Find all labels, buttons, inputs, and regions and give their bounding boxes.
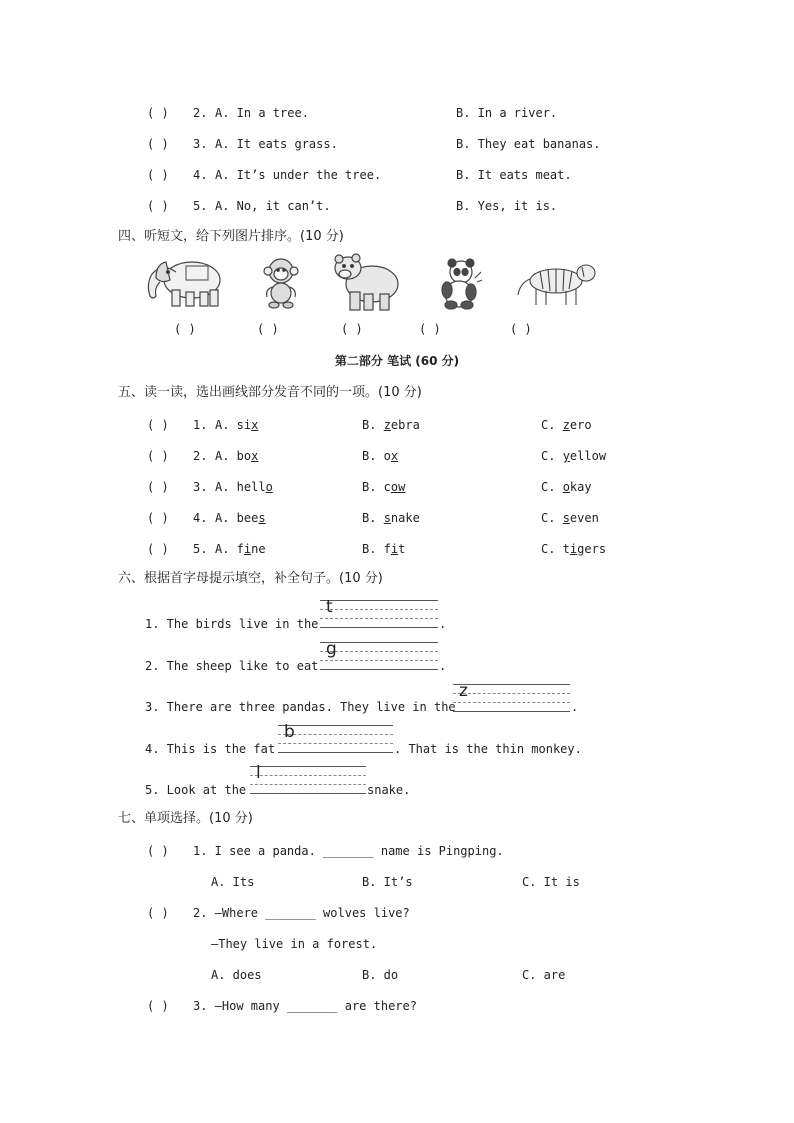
underlined-letters: o <box>265 480 273 494</box>
sentence-end: . That is the thin monkey. <box>394 742 582 756</box>
underlined-letters: x <box>251 449 259 463</box>
option-text: A. hell <box>215 480 266 494</box>
option-b[interactable] <box>362 480 405 494</box>
guide-line <box>320 642 438 643</box>
underlined-letters: x <box>390 449 399 463</box>
item-number: 4. <box>193 511 208 525</box>
answer-paren[interactable]: ( ) <box>147 542 169 556</box>
writing-lines[interactable] <box>278 722 393 752</box>
option-c[interactable] <box>541 449 606 463</box>
option-a[interactable]: A. It eats grass. <box>215 137 338 151</box>
hint-letter: g <box>326 639 337 659</box>
q2-option-a[interactable]: A. does <box>211 968 262 982</box>
option-text: C. <box>541 480 563 494</box>
q1-option-b[interactable]: B. It’s <box>362 875 413 889</box>
underlined-letters: ow <box>390 480 406 494</box>
q2-option-b[interactable]: B. do <box>362 968 399 982</box>
guide-line <box>278 725 393 726</box>
guide-line <box>320 627 438 628</box>
guide-line <box>320 660 438 661</box>
guide-line <box>320 669 438 670</box>
option-a[interactable]: A. It’s under the tree. <box>215 168 382 182</box>
guide-line <box>453 684 570 685</box>
option-text: A. bo <box>215 449 252 463</box>
bear-image <box>332 252 400 312</box>
sentence-start: 1. The birds live in the <box>145 617 319 631</box>
q1-answer-paren[interactable]: ( ) <box>147 844 169 858</box>
option-a[interactable] <box>215 449 258 463</box>
hint-letter: b <box>284 722 295 742</box>
q2-option-c[interactable]: C. are <box>522 968 566 982</box>
underlined-letters: z <box>383 418 391 432</box>
q2-answer-paren[interactable]: ( ) <box>147 906 169 920</box>
guide-line <box>320 609 438 610</box>
item-number: 5. <box>193 542 208 556</box>
sentence-end: . <box>439 617 447 631</box>
option-text: B. <box>362 511 384 525</box>
option-text: even <box>569 511 599 525</box>
underlined-letters: o <box>562 480 570 494</box>
option-c[interactable] <box>541 511 599 525</box>
answer-paren[interactable]: ( ) <box>147 449 169 463</box>
guide-line <box>250 784 366 785</box>
option-b[interactable]: B. Yes, it is. <box>456 199 558 213</box>
guide-line <box>250 775 366 776</box>
underlined-letters: s <box>258 511 266 525</box>
writing-lines[interactable] <box>320 597 438 627</box>
option-b[interactable] <box>362 418 420 432</box>
option-text: ellow <box>569 449 607 463</box>
guide-line <box>278 734 393 735</box>
option-text: C. <box>541 511 563 525</box>
answer-paren[interactable]: ( ) <box>147 418 169 432</box>
option-a[interactable] <box>215 480 273 494</box>
option-text: A. si <box>215 418 252 432</box>
guide-line <box>320 600 438 601</box>
tiger-image <box>516 257 598 309</box>
underlined-letters: s <box>383 511 391 525</box>
elephant-image <box>140 252 228 310</box>
option-text: B. <box>362 418 384 432</box>
item-number: 2. <box>193 449 208 463</box>
order-paren[interactable]: ( ) <box>341 322 363 336</box>
option-a[interactable] <box>215 511 266 525</box>
option-text: nake <box>390 511 420 525</box>
writing-lines[interactable] <box>320 639 438 669</box>
hint-letter: t <box>326 597 333 617</box>
option-text: C. <box>541 418 563 432</box>
item-number: 2. <box>193 106 208 120</box>
section5-title: 五、读一读，选出画线部分发音不同的一项。(10 分) <box>118 385 422 400</box>
panda-image <box>435 258 483 310</box>
guide-line <box>320 651 438 652</box>
underlined-letters: s <box>562 511 570 525</box>
option-b[interactable] <box>362 449 398 463</box>
order-paren[interactable]: ( ) <box>419 322 441 336</box>
hint-letter: z <box>459 681 468 701</box>
sentence-start: 2. The sheep like to eat <box>145 659 319 673</box>
option-b[interactable]: B. They eat bananas. <box>456 137 601 151</box>
underlined-letters: y <box>562 449 570 463</box>
guide-line <box>278 752 393 753</box>
option-text: t <box>398 542 406 556</box>
answer-paren[interactable]: ( ) <box>147 199 169 213</box>
q3-answer-paren[interactable]: ( ) <box>147 999 169 1013</box>
answer-paren[interactable]: ( ) <box>147 168 169 182</box>
answer-paren[interactable]: ( ) <box>147 106 169 120</box>
option-text: A. f <box>215 542 244 556</box>
option-text: B. o <box>362 449 391 463</box>
guide-line <box>453 711 570 712</box>
option-a[interactable] <box>215 418 258 432</box>
q2-answer-line: —They live in a forest. <box>211 937 378 951</box>
part2-title: 第二部分 笔试 (60 分) <box>334 354 460 368</box>
hint-letter: l <box>256 763 261 783</box>
option-c[interactable] <box>541 480 592 494</box>
guide-line <box>278 743 393 744</box>
option-c[interactable] <box>541 542 606 556</box>
underlined-letters: z <box>562 418 570 432</box>
sentence-end: . <box>439 659 447 673</box>
option-text: C. <box>541 449 563 463</box>
item-number: 5. <box>193 199 208 213</box>
underlined-letters: x <box>251 418 259 432</box>
option-b[interactable]: B. In a river. <box>456 106 558 120</box>
option-text: gers <box>577 542 607 556</box>
option-b[interactable] <box>362 511 420 525</box>
underlined-letters: i <box>243 542 252 556</box>
answer-paren[interactable]: ( ) <box>147 137 169 151</box>
sentence-start: 3. There are three pandas. They live in the <box>145 700 456 714</box>
option-b[interactable] <box>362 542 405 556</box>
item-number: 3. <box>193 480 208 494</box>
section4-title: 四、听短文，给下列图片排序。(10 分) <box>118 229 344 244</box>
option-a[interactable] <box>215 542 266 556</box>
option-text: C. t <box>541 542 570 556</box>
option-text: B. f <box>362 542 391 556</box>
sentence-end: . <box>571 700 579 714</box>
option-text: A. bee <box>215 511 259 525</box>
answer-paren[interactable]: ( ) <box>147 511 169 525</box>
option-text: ebra <box>390 418 420 432</box>
q3-stem: 3. —How many _______ are there? <box>193 999 417 1013</box>
option-text: ero <box>569 418 592 432</box>
underlined-letters: i <box>390 542 399 556</box>
writing-lines[interactable] <box>250 763 366 793</box>
option-c[interactable] <box>541 418 592 432</box>
sentence-end: snake. <box>367 783 411 797</box>
monkey-image <box>259 255 303 310</box>
option-a[interactable]: A. In a tree. <box>215 106 309 120</box>
section7-title: 七、单项选择。(10 分) <box>118 811 253 826</box>
guide-line <box>453 693 570 694</box>
guide-line <box>250 766 366 767</box>
guide-line <box>453 702 570 703</box>
q1-option-a[interactable]: A. Its <box>211 875 255 889</box>
underlined-letters: i <box>569 542 578 556</box>
item-number: 1. <box>193 418 208 432</box>
order-paren[interactable]: ( ) <box>174 322 196 336</box>
answer-paren[interactable]: ( ) <box>147 480 169 494</box>
order-paren[interactable]: ( ) <box>510 322 532 336</box>
q2-stem: 2. —Where _______ wolves live? <box>193 906 410 920</box>
sentence-start: 5. Look at the <box>145 783 247 797</box>
writing-lines[interactable] <box>453 681 570 711</box>
guide-line <box>320 618 438 619</box>
section6-title: 六、根据首字母提示填空，补全句子。(10 分) <box>118 571 383 586</box>
item-number: 3. <box>193 137 208 151</box>
option-text: ne <box>251 542 266 556</box>
q1-stem: 1. I see a panda. _______ name is Pingping. <box>193 844 504 858</box>
q1-option-c[interactable]: C. It is <box>522 875 580 889</box>
option-text: B. c <box>362 480 391 494</box>
order-paren[interactable]: ( ) <box>257 322 279 336</box>
item-number: 4. <box>193 168 208 182</box>
guide-line <box>250 793 366 794</box>
option-a[interactable]: A. No, it can’t. <box>215 199 331 213</box>
option-text: kay <box>569 480 592 494</box>
sentence-start: 4. This is the fat <box>145 742 276 756</box>
option-b[interactable]: B. It eats meat. <box>456 168 572 182</box>
